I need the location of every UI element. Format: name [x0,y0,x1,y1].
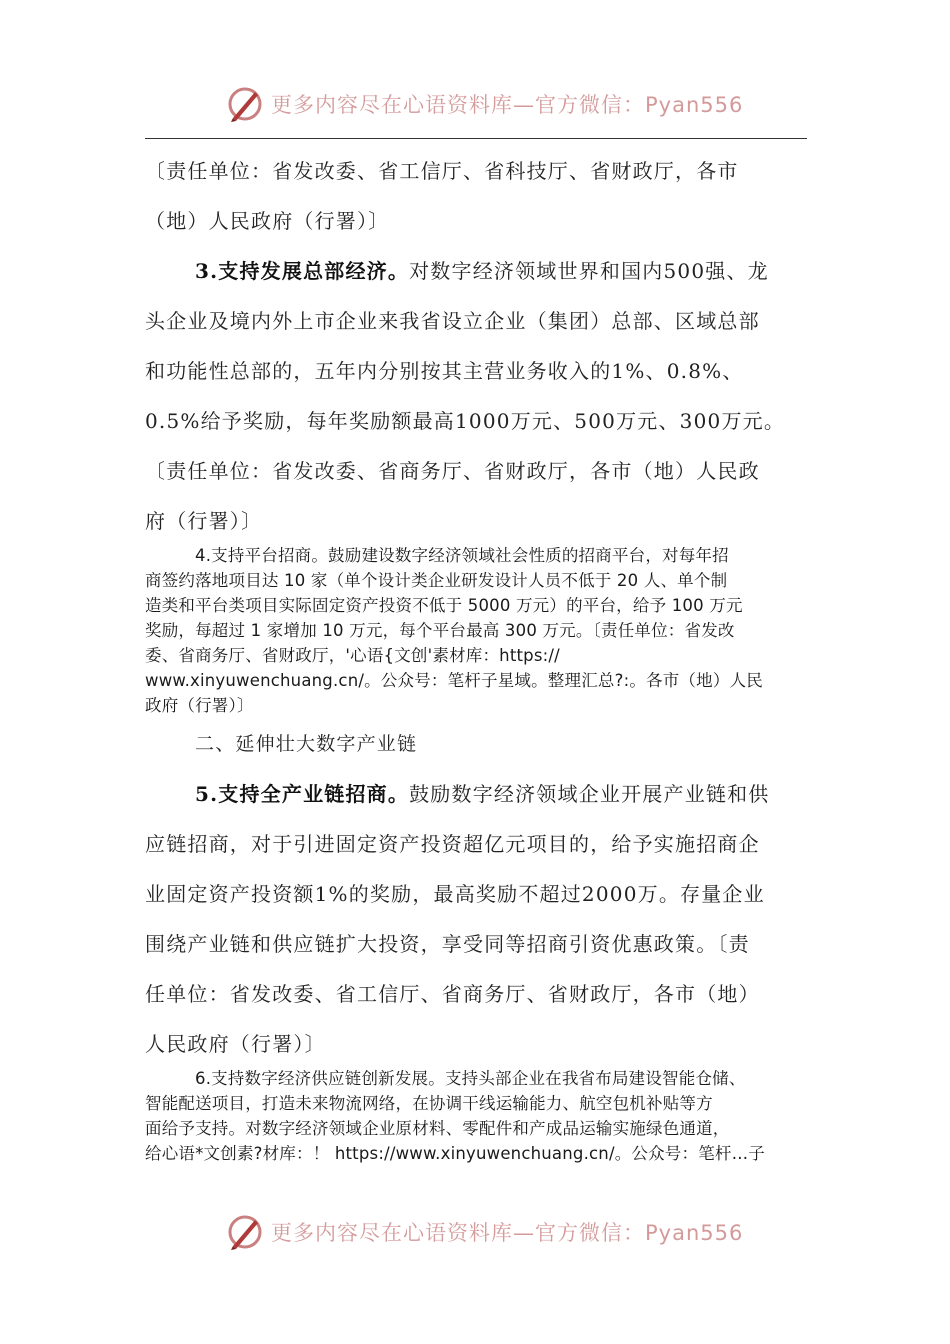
text-line: 奖励，每超过 1 家增加 10 万元，每个平台最高 300 万元。〔责任单位：省发改 [145,621,735,640]
text-line: 应链招商，对于引进固定资产投资超亿元项目的，给予实施招商企 [145,832,760,856]
text-line: www.xinyuwenchuang.cn/。公众号：笔杆子星域。整理汇总?:。各市（地）人民 [145,671,763,690]
pen-logo-icon [225,1212,265,1252]
banner-text: 更多内容尽在心语资料库—官方微信：Pyan556 [271,1221,744,1245]
footer-banner [225,1210,745,1254]
text-line: 业固定资产投资额1%的奖励，最高奖励不超过2000万。存量企业 [145,882,765,906]
text-line: 人民政府（行署）〕 [145,1032,326,1056]
section-heading: 二、延伸壮大数字产业链 [195,733,418,755]
text-line: （地）人民政府（行署）〕 [145,209,390,233]
header-divider [145,138,807,139]
item3-heading: 3.支持发展总部经济。 [195,259,410,283]
item5-heading: 5.支持全产业链招商。 [195,782,410,806]
text-line: 〔责任单位：省发改委、省工信厅、省科技厅、省财政厅，各市 [145,159,739,183]
header-banner [225,82,745,126]
item3-first-line [195,259,769,283]
pen-logo-icon [225,84,265,124]
text-line: 4.支持平台招商。鼓励建设数字经济领域社会性质的招商平台，对每年招 [195,546,729,565]
text-line: 政府（行署）〕 [145,696,254,715]
item5-first-text: 鼓励数字经济领域企业开展产业链和供 [409,782,770,806]
text-line: 府（行署）〕 [145,509,263,533]
banner-text: 更多内容尽在心语资料库—官方微信：Pyan556 [271,93,744,117]
text-line: 商签约落地项目达 10 家（单个设计类企业研发设计人员不低于 20 人、单个制 [145,571,728,590]
text-line: 面给予支持。对数字经济领域企业原材料、零配件和产成品运输实施绿色通道， [145,1119,730,1138]
item5-first-line [195,782,770,806]
text-line: 头企业及境内外上市企业来我省设立企业（集团）总部、区域总部 [145,309,760,333]
text-line: 智能配送项目，打造未来物流网络，在协调干线运输能力、航空包机补贴等方 [145,1094,713,1113]
text-line: 〔责任单位：省发改委、省商务厅、省财政厅，各市（地）人民政 [145,459,760,483]
text-line: 围绕产业链和供应链扩大投资，享受同等招商引资优惠政策。〔责 [145,932,750,956]
text-line: 委、省商务厅、省财政厅，'心语{文创'素材库：https:// [145,646,560,665]
text-line: 6.支持数字经济供应链创新发展。支持头部企业在我省布局建设智能仓储、 [195,1069,746,1088]
text-line: 造类和平台类项目实际固定资产投资不低于 5000 万元）的平台，给予 100 万元 [145,596,743,615]
item3-first-text: 对数字经济领域世界和国内500强、龙 [409,259,769,283]
text-line: 和功能性总部的，五年内分别按其主营业务收入的1%、0.8%、 [145,359,744,383]
text-line: 任单位：省发改委、省工信厅、省商务厅、省财政厅，各市（地） [145,982,760,1006]
text-line: 0.5%给予奖励，每年奖励额最高1000万元、500万元、300万元。 [145,409,786,433]
text-line: 给心语*文创素?材库：！ https://www.xinyuwenchuang.cn/。公众号：笔杆…子 [145,1144,766,1163]
